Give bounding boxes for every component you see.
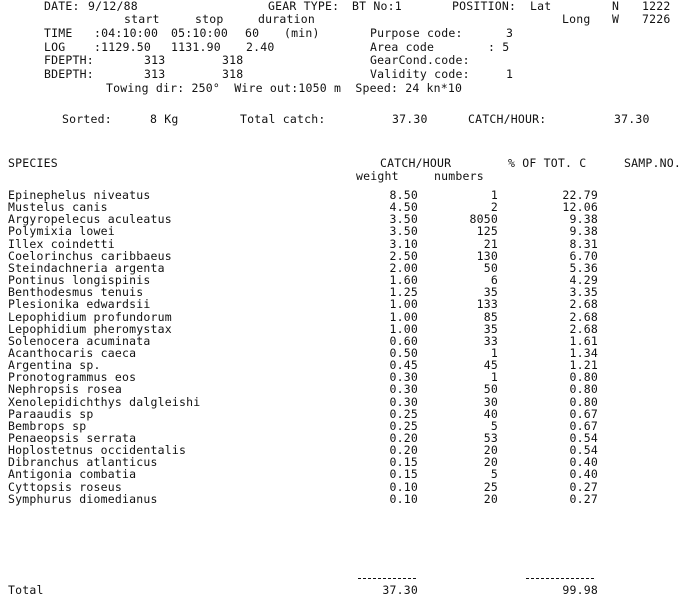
log-duration: 2.40 bbox=[246, 40, 275, 54]
percent-value: 0.54 bbox=[569, 431, 598, 445]
weight-value: 0.30 bbox=[389, 370, 418, 384]
numbers-value: 20 bbox=[483, 443, 498, 457]
species-name: Xenolepidichthys dalgleishi bbox=[8, 395, 201, 409]
numbers-value: 20 bbox=[483, 492, 498, 506]
validity-code-label: Validity code: bbox=[370, 67, 470, 81]
percent-value: 9.38 bbox=[569, 212, 598, 226]
species-name: Lepophidium pheromystax bbox=[8, 322, 172, 336]
sorted-value: 8 Kg bbox=[150, 112, 179, 126]
weight-value: 4.50 bbox=[389, 200, 418, 214]
percent-total-column-header: % OF TOT. C bbox=[508, 156, 587, 170]
lat-value: 1222 bbox=[642, 0, 671, 13]
total-label: Total bbox=[8, 583, 44, 597]
percent-value: 12.06 bbox=[562, 200, 598, 214]
species-name: Pronotogrammus eos bbox=[8, 370, 137, 384]
weight-value: 8.50 bbox=[389, 188, 418, 202]
species-name: Acanthocaris caeca bbox=[8, 346, 137, 360]
weight-value: 0.45 bbox=[389, 358, 418, 372]
species-name: Argentina sp. bbox=[8, 358, 101, 372]
percent-value: 1.34 bbox=[569, 346, 598, 360]
numbers-value: 45 bbox=[483, 358, 498, 372]
numbers-value: 2 bbox=[490, 200, 498, 214]
species-name: Antigonia combatia bbox=[8, 467, 137, 481]
lat-hemisphere: N bbox=[612, 0, 620, 13]
weight-value: 0.25 bbox=[389, 407, 418, 421]
weight-value: 0.20 bbox=[389, 431, 418, 445]
weight-value: 3.50 bbox=[389, 212, 418, 226]
gear-condition-label: GearCond.code: bbox=[370, 53, 470, 67]
weight-value: 2.50 bbox=[389, 249, 418, 263]
numbers-value: 30 bbox=[483, 395, 498, 409]
sorted-label: Sorted: bbox=[62, 112, 112, 126]
species-name: Dibranchus atlanticus bbox=[8, 455, 158, 469]
bdepth-label: BDEPTH: bbox=[44, 67, 94, 81]
catch-per-hour-label: CATCH/HOUR: bbox=[468, 112, 547, 126]
position-label: POSITION: bbox=[452, 0, 517, 13]
numbers-value: 5 bbox=[490, 467, 498, 481]
numbers-value: 133 bbox=[476, 297, 498, 311]
percent-total-rule bbox=[526, 578, 594, 579]
numbers-value: 35 bbox=[483, 322, 498, 336]
bdepth-start: 313 bbox=[144, 67, 166, 81]
species-name: Steindachneria argenta bbox=[8, 261, 165, 275]
species-name: Mustelus canis bbox=[8, 200, 108, 214]
species-name: Argyropelecus aculeatus bbox=[8, 212, 172, 226]
total-weight: 37.30 bbox=[382, 583, 418, 597]
percent-value: 0.27 bbox=[569, 480, 598, 494]
sample-number-column-header: SAMP.NO. bbox=[624, 156, 681, 170]
numbers-value: 6 bbox=[490, 273, 498, 287]
col-duration-label: duration bbox=[258, 12, 315, 26]
catch-per-hour-value: 37.30 bbox=[614, 112, 650, 126]
species-name: Nephropsis rosea bbox=[8, 382, 122, 396]
total-catch-label: Total catch: bbox=[240, 112, 326, 126]
validity-code-value: 1 bbox=[506, 67, 514, 81]
percent-value: 2.68 bbox=[569, 310, 598, 324]
species-name: Illex coindetti bbox=[8, 237, 115, 251]
percent-value: 0.54 bbox=[569, 443, 598, 457]
numbers-value: 1 bbox=[490, 188, 498, 202]
area-code-label: Area code bbox=[370, 40, 435, 54]
total-percent: 99.98 bbox=[562, 583, 598, 597]
log-label: LOG bbox=[44, 40, 66, 54]
weight-value: 3.10 bbox=[389, 237, 418, 251]
numbers-value: 85 bbox=[483, 310, 498, 324]
date-label: DATE: bbox=[44, 0, 80, 13]
percent-value: 1.21 bbox=[569, 358, 598, 372]
weight-value: 1.00 bbox=[389, 322, 418, 336]
percent-value: 2.68 bbox=[569, 322, 598, 336]
percent-value: 6.70 bbox=[569, 249, 598, 263]
numbers-value: 5 bbox=[490, 419, 498, 433]
catch-hour-column-header: CATCH/HOUR bbox=[380, 156, 452, 170]
percent-value: 8.31 bbox=[569, 237, 598, 251]
percent-value: 5.36 bbox=[569, 261, 598, 275]
numbers-value: 125 bbox=[476, 224, 498, 238]
time-stop: 05:10:00 bbox=[171, 26, 228, 40]
weight-value: 0.30 bbox=[389, 395, 418, 409]
numbers-value: 21 bbox=[483, 237, 498, 251]
weight-value: 0.10 bbox=[389, 492, 418, 506]
gear-type-value: BT No:1 bbox=[352, 0, 402, 13]
weight-value: 0.15 bbox=[389, 455, 418, 469]
percent-value: 4.29 bbox=[569, 273, 598, 287]
species-column-header: SPECIES bbox=[8, 156, 58, 170]
towing-info: Towing dir: 250° Wire out:1050 m Speed: 24 kn*10 bbox=[106, 81, 463, 95]
percent-value: 3.35 bbox=[569, 285, 598, 299]
total-catch-value: 37.30 bbox=[392, 112, 428, 126]
lat-label: Lat bbox=[530, 0, 552, 13]
weight-value: 0.50 bbox=[389, 346, 418, 360]
weight-value: 0.10 bbox=[389, 480, 418, 494]
percent-value: 2.68 bbox=[569, 297, 598, 311]
time-unit: (min) bbox=[284, 26, 320, 40]
numbers-value: 50 bbox=[483, 382, 498, 396]
species-name: Hoplostetnus occidentalis bbox=[8, 443, 187, 457]
species-name: Coelorinchus caribbaeus bbox=[8, 249, 172, 263]
percent-value: 0.80 bbox=[569, 370, 598, 384]
species-name: Penaeopsis serrata bbox=[8, 431, 137, 445]
weight-value: 1.60 bbox=[389, 273, 418, 287]
numbers-value: 1 bbox=[490, 346, 498, 360]
numbers-subheader: numbers bbox=[434, 169, 484, 183]
date-value: 9/12/88 bbox=[88, 0, 138, 13]
time-start: :04:10:00 bbox=[94, 26, 159, 40]
numbers-value: 20 bbox=[483, 455, 498, 469]
weight-value: 1.25 bbox=[389, 285, 418, 299]
species-name: Lepophidium profundorum bbox=[8, 310, 172, 324]
weight-value: 0.25 bbox=[389, 419, 418, 433]
species-name: Cyttopsis roseus bbox=[8, 480, 122, 494]
numbers-value: 25 bbox=[483, 480, 498, 494]
fdepth-stop: 318 bbox=[222, 53, 244, 67]
fdepth-label: FDEPTH: bbox=[44, 53, 94, 67]
numbers-value: 33 bbox=[483, 334, 498, 348]
species-name: Plesionika edwardsii bbox=[8, 297, 151, 311]
percent-value: 0.67 bbox=[569, 407, 598, 421]
long-value: 7226 bbox=[642, 12, 671, 26]
species-name: Symphurus diomedianus bbox=[8, 492, 158, 506]
numbers-value: 1 bbox=[490, 370, 498, 384]
log-start: :1129.50 bbox=[94, 40, 151, 54]
numbers-value: 8050 bbox=[469, 212, 498, 226]
weight-value: 1.00 bbox=[389, 297, 418, 311]
numbers-value: 53 bbox=[483, 431, 498, 445]
bdepth-stop: 318 bbox=[222, 67, 244, 81]
weight-value: 2.00 bbox=[389, 261, 418, 275]
weight-subheader: weight bbox=[356, 169, 399, 183]
long-hemisphere: W bbox=[612, 12, 620, 26]
fdepth-start: 313 bbox=[144, 53, 166, 67]
species-name: Solenocera acuminata bbox=[8, 334, 151, 348]
gear-type-label: GEAR TYPE: bbox=[268, 0, 340, 13]
weight-value: 0.60 bbox=[389, 334, 418, 348]
percent-value: 1.61 bbox=[569, 334, 598, 348]
log-stop: 1131.90 bbox=[171, 40, 221, 54]
species-name: Pontinus longispinis bbox=[8, 273, 151, 287]
area-code-value: : 5 bbox=[488, 40, 510, 54]
col-start-label: start bbox=[124, 12, 160, 26]
weight-value: 3.50 bbox=[389, 224, 418, 238]
percent-value: 0.80 bbox=[569, 395, 598, 409]
species-name: Paraaudis sp bbox=[8, 407, 94, 421]
percent-value: 0.67 bbox=[569, 419, 598, 433]
species-name: Bembrops sp bbox=[8, 419, 87, 433]
species-name: Benthodesmus tenuis bbox=[8, 285, 144, 299]
col-stop-label: stop bbox=[195, 12, 224, 26]
long-label: Long bbox=[562, 12, 591, 26]
percent-value: 0.40 bbox=[569, 467, 598, 481]
weight-value: 0.20 bbox=[389, 443, 418, 457]
numbers-value: 35 bbox=[483, 285, 498, 299]
percent-value: 0.27 bbox=[569, 492, 598, 506]
purpose-code-label: Purpose code: bbox=[370, 26, 463, 40]
percent-value: 0.80 bbox=[569, 382, 598, 396]
weight-value: 1.00 bbox=[389, 310, 418, 324]
time-duration: 60 bbox=[245, 26, 260, 40]
percent-value: 22.79 bbox=[562, 188, 598, 202]
species-name: Polymixia lowei bbox=[8, 224, 115, 238]
percent-value: 0.40 bbox=[569, 455, 598, 469]
weight-total-rule bbox=[358, 578, 416, 579]
numbers-value: 50 bbox=[483, 261, 498, 275]
species-name: Epinephelus niveatus bbox=[8, 188, 151, 202]
percent-value: 9.38 bbox=[569, 224, 598, 238]
weight-value: 0.15 bbox=[389, 467, 418, 481]
weight-value: 0.30 bbox=[389, 382, 418, 396]
time-label: TIME bbox=[44, 26, 73, 40]
numbers-value: 130 bbox=[476, 249, 498, 263]
purpose-code-value: 3 bbox=[506, 26, 514, 40]
numbers-value: 40 bbox=[483, 407, 498, 421]
